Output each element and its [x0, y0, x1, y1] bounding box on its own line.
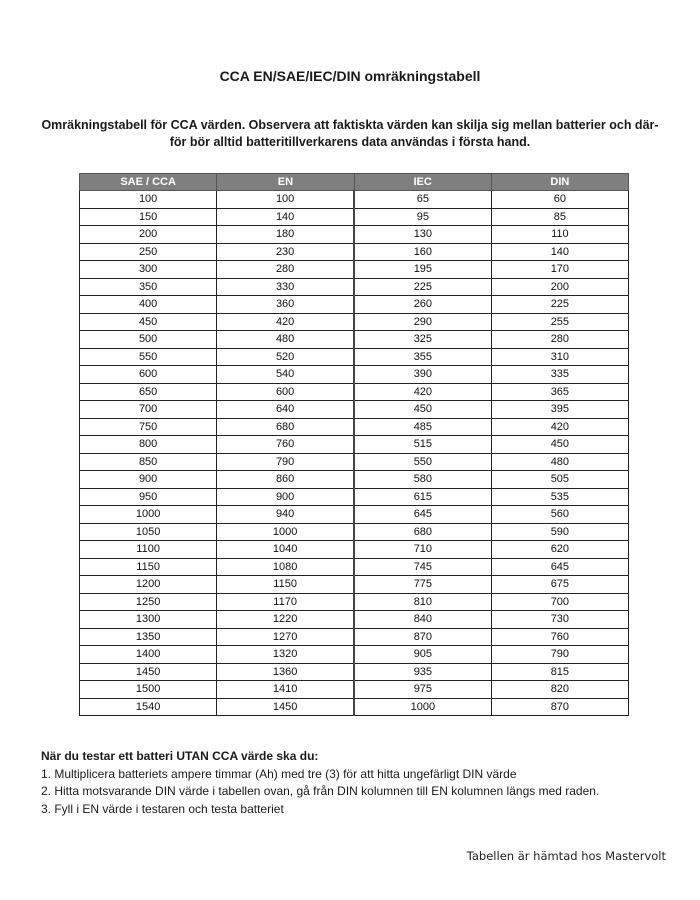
cell-din: 420 [491, 418, 628, 436]
cell-en: 280 [217, 261, 354, 279]
cell-sae-cca: 1500 [80, 681, 217, 699]
cell-en: 100 [217, 191, 354, 209]
cell-sae-cca: 150 [80, 208, 217, 226]
table-row [80, 523, 629, 541]
cell-din: 60 [491, 191, 628, 209]
cell-iec: 160 [354, 243, 491, 261]
cell-en: 480 [217, 331, 354, 349]
cell-en: 520 [217, 348, 354, 366]
cell-en: 1410 [217, 681, 354, 699]
cell-din: 395 [491, 401, 628, 419]
table-row [80, 383, 629, 401]
cell-sae-cca: 1050 [80, 523, 217, 541]
cell-en: 760 [217, 436, 354, 454]
cell-iec: 65 [354, 191, 491, 209]
cell-sae-cca: 1300 [80, 611, 217, 629]
table-row [80, 418, 629, 436]
table-row [80, 681, 629, 699]
cell-sae-cca: 1000 [80, 506, 217, 524]
cell-sae-cca: 1200 [80, 576, 217, 594]
cell-din: 255 [491, 313, 628, 331]
header-en: EN [217, 174, 354, 191]
cell-din: 645 [491, 558, 628, 576]
cell-sae-cca: 750 [80, 418, 217, 436]
table-row [80, 663, 629, 681]
cell-iec: 130 [354, 226, 491, 244]
table-row [80, 506, 629, 524]
cell-iec: 420 [354, 383, 491, 401]
instructions-heading: När du testar ett batteri UTAN CCA värde ska du: [41, 749, 319, 763]
table-row [80, 401, 629, 419]
cell-en: 790 [217, 453, 354, 471]
cell-sae-cca: 700 [80, 401, 217, 419]
table-header-row [80, 174, 629, 191]
page-title: CCA EN/SAE/IEC/DIN omräkningstabell [219, 68, 481, 84]
cell-en: 1000 [217, 523, 354, 541]
cell-en: 900 [217, 488, 354, 506]
cell-din: 335 [491, 366, 628, 384]
cell-iec: 195 [354, 261, 491, 279]
cell-din: 480 [491, 453, 628, 471]
cell-sae-cca: 250 [80, 243, 217, 261]
cell-sae-cca: 1400 [80, 646, 217, 664]
table-row [80, 226, 629, 244]
cell-iec: 680 [354, 523, 491, 541]
cell-sae-cca: 850 [80, 453, 217, 471]
instruction-step-3: 3. Fyll i EN värde i testaren och testa batteriet [41, 801, 284, 816]
cell-en: 360 [217, 296, 354, 314]
cell-din: 535 [491, 488, 628, 506]
table-row [80, 436, 629, 454]
cell-iec: 225 [354, 278, 491, 296]
cell-en: 860 [217, 471, 354, 489]
table-row [80, 348, 629, 366]
cell-din: 170 [491, 261, 628, 279]
cell-din: 365 [491, 383, 628, 401]
cell-sae-cca: 300 [80, 261, 217, 279]
table-body [80, 191, 629, 716]
cell-iec: 710 [354, 541, 491, 559]
cell-din: 790 [491, 646, 628, 664]
cell-sae-cca: 800 [80, 436, 217, 454]
cell-iec: 290 [354, 313, 491, 331]
cell-iec: 390 [354, 366, 491, 384]
cell-sae-cca: 200 [80, 226, 217, 244]
instructions [41, 748, 681, 818]
intro-text [30, 117, 670, 151]
table-row [80, 488, 629, 506]
table-row [80, 331, 629, 349]
cell-din: 760 [491, 628, 628, 646]
table-row [80, 628, 629, 646]
instruction-step-2: 2. Hitta motsvarande DIN värde i tabellen ovan, gå från DIN kolumnen till EN kolumnen längs med raden. [41, 784, 600, 798]
cell-din: 675 [491, 576, 628, 594]
table-row [80, 243, 629, 261]
intro-line-2: för bör alltid batteritillverkarens data användas i första hand. [169, 135, 531, 149]
conversion-table [79, 173, 629, 716]
cell-iec: 975 [354, 681, 491, 699]
cell-din: 225 [491, 296, 628, 314]
table-row [80, 313, 629, 331]
cell-iec: 485 [354, 418, 491, 436]
cell-sae-cca: 1250 [80, 593, 217, 611]
header-sae-cca: SAE / CCA [80, 174, 217, 191]
table-row [80, 698, 629, 716]
cell-en: 1150 [217, 576, 354, 594]
table-row [80, 558, 629, 576]
cell-sae-cca: 650 [80, 383, 217, 401]
cell-en: 1320 [217, 646, 354, 664]
cell-iec: 870 [354, 628, 491, 646]
cell-sae-cca: 1150 [80, 558, 217, 576]
cell-din: 450 [491, 436, 628, 454]
cell-din: 560 [491, 506, 628, 524]
source-note: Tabellen är hämtad hos Mastervolt [466, 849, 666, 863]
cell-iec: 645 [354, 506, 491, 524]
cell-sae-cca: 1350 [80, 628, 217, 646]
cell-iec: 935 [354, 663, 491, 681]
table-row [80, 261, 629, 279]
cell-din: 730 [491, 611, 628, 629]
cell-en: 330 [217, 278, 354, 296]
cell-en: 640 [217, 401, 354, 419]
cell-en: 600 [217, 383, 354, 401]
cell-sae-cca: 600 [80, 366, 217, 384]
cell-iec: 840 [354, 611, 491, 629]
cell-sae-cca: 500 [80, 331, 217, 349]
cell-sae-cca: 100 [80, 191, 217, 209]
cell-din: 200 [491, 278, 628, 296]
table-row [80, 453, 629, 471]
cell-iec: 745 [354, 558, 491, 576]
cell-en: 1450 [217, 698, 354, 716]
table-row [80, 278, 629, 296]
cell-en: 1170 [217, 593, 354, 611]
cell-en: 540 [217, 366, 354, 384]
cell-en: 1220 [217, 611, 354, 629]
table-row [80, 366, 629, 384]
cell-iec: 905 [354, 646, 491, 664]
cell-iec: 260 [354, 296, 491, 314]
cell-sae-cca: 450 [80, 313, 217, 331]
cell-din: 815 [491, 663, 628, 681]
cell-en: 420 [217, 313, 354, 331]
cell-en: 1080 [217, 558, 354, 576]
table-row [80, 646, 629, 664]
cell-en: 140 [217, 208, 354, 226]
header-iec: IEC [354, 174, 491, 191]
table-row [80, 471, 629, 489]
cell-iec: 775 [354, 576, 491, 594]
cell-din: 700 [491, 593, 628, 611]
cell-din: 85 [491, 208, 628, 226]
cell-en: 1270 [217, 628, 354, 646]
intro-line-1: Omräkningstabell för CCA värden. Observera att faktiskta värden kan skilja sig mellan batterier och där- [41, 118, 659, 132]
table-row [80, 611, 629, 629]
cell-iec: 580 [354, 471, 491, 489]
cell-sae-cca: 550 [80, 348, 217, 366]
cell-iec: 450 [354, 401, 491, 419]
table-row [80, 208, 629, 226]
cell-iec: 95 [354, 208, 491, 226]
cell-din: 590 [491, 523, 628, 541]
cell-sae-cca: 400 [80, 296, 217, 314]
cell-din: 505 [491, 471, 628, 489]
cell-din: 280 [491, 331, 628, 349]
instruction-step-1: 1. Multiplicera batteriets ampere timmar (Ah) med tre (3) för att hitta ungefärligt DIN värde [41, 766, 517, 781]
cell-iec: 810 [354, 593, 491, 611]
cell-iec: 1000 [354, 698, 491, 716]
cell-din: 140 [491, 243, 628, 261]
cell-sae-cca: 1540 [80, 698, 217, 716]
cell-din: 310 [491, 348, 628, 366]
cell-en: 180 [217, 226, 354, 244]
cell-sae-cca: 1450 [80, 663, 217, 681]
table-row [80, 576, 629, 594]
table-row [80, 191, 629, 209]
cell-sae-cca: 900 [80, 471, 217, 489]
cell-en: 940 [217, 506, 354, 524]
cell-en: 1040 [217, 541, 354, 559]
table-row [80, 541, 629, 559]
cell-sae-cca: 350 [80, 278, 217, 296]
cell-iec: 615 [354, 488, 491, 506]
cell-iec: 355 [354, 348, 491, 366]
cell-din: 620 [491, 541, 628, 559]
cell-iec: 325 [354, 331, 491, 349]
cell-en: 1360 [217, 663, 354, 681]
cell-din: 110 [491, 226, 628, 244]
cell-iec: 550 [354, 453, 491, 471]
cell-iec: 515 [354, 436, 491, 454]
cell-en: 680 [217, 418, 354, 436]
cell-din: 820 [491, 681, 628, 699]
cell-din: 870 [491, 698, 628, 716]
table-row [80, 593, 629, 611]
cell-sae-cca: 950 [80, 488, 217, 506]
cell-sae-cca: 1100 [80, 541, 217, 559]
table-row [80, 296, 629, 314]
header-din: DIN [491, 174, 628, 191]
cell-en: 230 [217, 243, 354, 261]
